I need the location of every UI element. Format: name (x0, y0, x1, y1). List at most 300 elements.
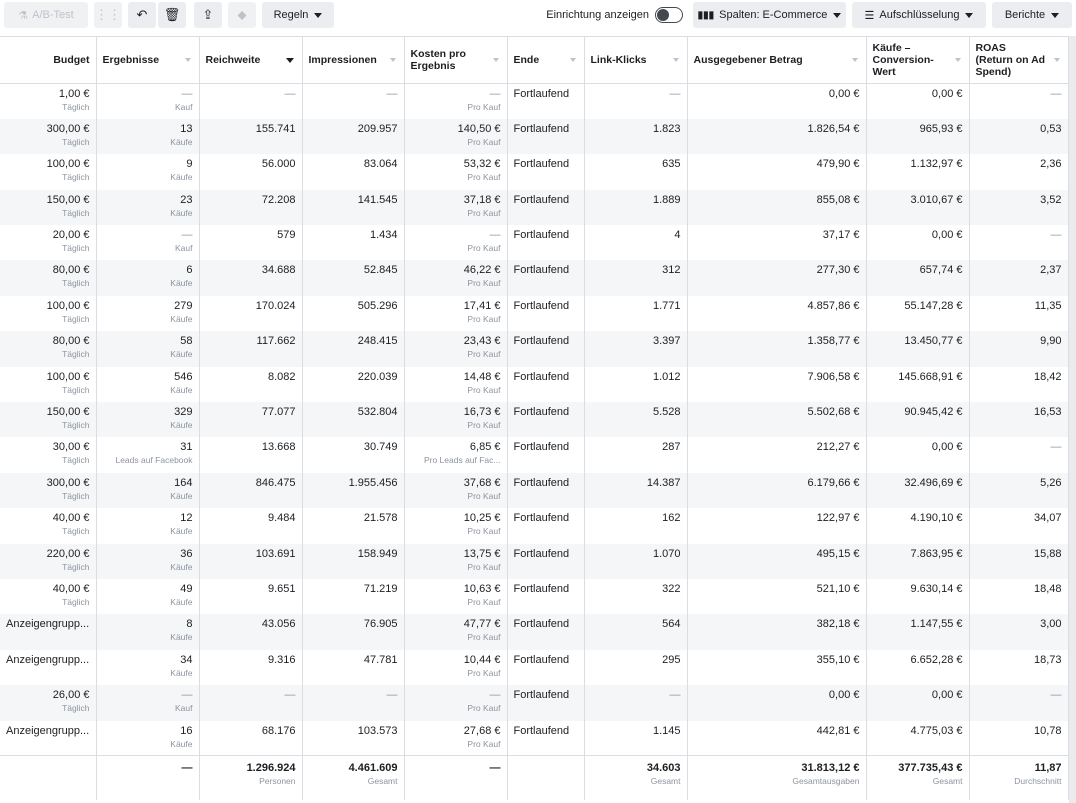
cell-reach (199, 579, 302, 614)
cpr-subtext: Pro Kauf (467, 172, 501, 183)
roas-value: — (1050, 441, 1062, 454)
show-setup-toggle[interactable] (655, 7, 683, 23)
cell-clicks (584, 614, 687, 649)
cell-budget (0, 579, 96, 614)
cell-budget (0, 296, 96, 331)
results-subtext: Käufe (170, 596, 193, 607)
results-value: 279 (174, 299, 193, 312)
table-row[interactable] (0, 402, 1068, 437)
spent-value: 4.857,86 € (807, 299, 860, 312)
cell-budget (0, 473, 96, 508)
total-clicks (584, 756, 687, 800)
total-roas (969, 756, 1068, 800)
budget-subtext: Täglich (62, 490, 90, 501)
results-value: 6 (186, 264, 193, 277)
table-row[interactable] (0, 84, 1068, 119)
reach-value: 34.688 (261, 264, 296, 277)
cell-spent (687, 331, 866, 366)
cell-reach (199, 225, 302, 260)
cell-end (507, 579, 584, 614)
cell-clicks (584, 473, 687, 508)
results-subtext: Kauf (175, 243, 193, 254)
columns-icon: ▮▮▮ (697, 9, 715, 21)
total-impressions-value: 4.461.609 (348, 762, 398, 775)
cpr-subtext: Pro Kauf (467, 384, 501, 395)
table-row[interactable] (0, 260, 1068, 295)
cpr-subtext: Pro Kauf (467, 703, 501, 714)
end-value: Fortlaufend (513, 193, 570, 206)
cell-conv (866, 84, 969, 119)
cell-conv (866, 508, 969, 543)
total-reach-subtext: Personen (259, 776, 296, 787)
cpr-value: 46,22 € (463, 264, 501, 277)
end-value: Fortlaufend (513, 406, 570, 419)
cpr-value: 10,63 € (463, 582, 501, 595)
cell-budget (0, 544, 96, 579)
impressions-value: 71.219 (363, 582, 398, 595)
cpr-subtext: Pro Kauf (467, 526, 501, 537)
cell-clicks (584, 331, 687, 366)
budget-subtext: Täglich (62, 243, 90, 254)
cell-cpr (404, 154, 507, 189)
cell-end (507, 190, 584, 225)
cell-end (507, 402, 584, 437)
cpr-value: 13,75 € (463, 547, 501, 560)
total-conv-value: 377.735,43 € (898, 762, 963, 775)
total-reach (199, 756, 302, 800)
budget-subtext: Täglich (62, 455, 90, 466)
results-subtext: Käufe (170, 667, 193, 678)
cell-spent (687, 650, 866, 685)
cell-impressions (302, 721, 404, 756)
cell-reach (199, 190, 302, 225)
cell-reach (199, 296, 302, 331)
end-value: Fortlaufend (513, 370, 570, 383)
show-setup-toggle-wrap (546, 7, 683, 23)
cell-budget (0, 685, 96, 720)
conv-value: 1.147,55 € (910, 618, 963, 631)
cell-conv (866, 119, 969, 154)
total-cpr-value: — (489, 762, 501, 775)
cell-cpr (404, 190, 507, 225)
cell-impressions (302, 402, 404, 437)
table-row[interactable] (0, 190, 1068, 225)
clicks-value: 1.823 (652, 122, 681, 135)
cell-cpr (404, 260, 507, 295)
cell-spent (687, 685, 866, 720)
clicks-value: 287 (662, 441, 681, 454)
reach-value: — (284, 88, 296, 100)
cell-roas (969, 508, 1068, 543)
cell-impressions (302, 579, 404, 614)
column-header-amount-spent[interactable]: Ausgegebener Betrag (687, 37, 866, 84)
cell-spent (687, 119, 866, 154)
reach-value: 43.056 (261, 618, 296, 631)
cell-spent (687, 579, 866, 614)
cell-cpr (404, 721, 507, 756)
cell-reach (199, 260, 302, 295)
chevron-down-icon (833, 13, 841, 18)
cell-clicks (584, 154, 687, 189)
cell-results (96, 84, 199, 119)
cpr-value: 37,18 € (463, 193, 501, 206)
cell-budget (0, 402, 96, 437)
cell-reach (199, 650, 302, 685)
cell-spent (687, 508, 866, 543)
cell-results (96, 544, 199, 579)
end-value: Fortlaufend (513, 724, 570, 737)
clicks-value: 162 (662, 512, 681, 525)
conv-value: 4.190,10 € (910, 512, 963, 525)
total-empty (507, 756, 584, 800)
cell-end (507, 437, 584, 472)
cell-reach (199, 437, 302, 472)
cpr-subtext: Pro Kauf (467, 313, 501, 324)
cell-end (507, 367, 584, 402)
chevron-down-icon (965, 13, 973, 18)
cell-conv (866, 331, 969, 366)
clicks-value: 322 (662, 582, 681, 595)
spent-value: 521,10 € (816, 582, 860, 595)
cell-clicks (584, 190, 687, 225)
cell-conv (866, 154, 969, 189)
conv-value: 32.496,69 € (904, 476, 963, 489)
cpr-subtext: Pro Kauf (467, 349, 501, 360)
roas-value: 2,36 (1040, 158, 1062, 171)
cell-spent (687, 721, 866, 756)
conv-value: 145.668,91 € (898, 370, 963, 383)
total-impressions-subtext: Gesamt (367, 776, 398, 787)
cell-reach (199, 402, 302, 437)
results-subtext: Kauf (175, 102, 193, 112)
cell-cpr (404, 437, 507, 472)
cell-spent (687, 260, 866, 295)
cell-reach (199, 685, 302, 720)
breakdown-icon: ☰ (864, 9, 875, 22)
cell-results (96, 154, 199, 189)
cell-results (96, 473, 199, 508)
cell-budget (0, 721, 96, 756)
conv-value: 657,74 € (919, 264, 963, 277)
cell-budget (0, 331, 96, 366)
results-subtext: Käufe (170, 420, 193, 431)
cell-end (507, 685, 584, 720)
cpr-subtext: Pro Kauf (467, 632, 501, 643)
conv-value: 7.863,95 € (910, 547, 963, 560)
roas-value: 9,90 (1040, 335, 1062, 348)
budget-subtext: Täglich (62, 526, 90, 537)
grid-icon[interactable]: ⋮⋮ (94, 2, 122, 28)
table-row[interactable] (0, 721, 1068, 756)
cell-impressions (302, 544, 404, 579)
budget-value: 150,00 € (46, 406, 90, 419)
reports-dropdown[interactable] (992, 2, 1072, 28)
cell-clicks (584, 260, 687, 295)
table-row[interactable] (0, 473, 1068, 508)
cpr-value: 47,77 € (463, 618, 501, 631)
cpr-value: 140,50 € (457, 122, 501, 135)
cell-end (507, 260, 584, 295)
cpr-subtext: Pro Kauf (467, 420, 501, 431)
column-header-reach[interactable]: Reichweite (199, 37, 302, 84)
reach-value: 170.024 (255, 299, 296, 312)
cell-spent (687, 402, 866, 437)
show-setup-label: Einrichtung anzeigen (546, 9, 649, 21)
flask-icon: ⚗ (18, 9, 29, 22)
spent-value: 479,90 € (816, 158, 860, 171)
results-subtext: Käufe (170, 207, 193, 218)
total-spent (687, 756, 866, 800)
results-value: 58 (180, 335, 193, 348)
spent-value: 37,17 € (822, 229, 860, 242)
results-table (0, 36, 1069, 800)
column-header-impressions[interactable]: Impressionen (302, 37, 404, 84)
cell-end (507, 296, 584, 331)
budget-value: 220,00 € (46, 547, 90, 560)
impressions-value: — (386, 88, 398, 100)
results-subtext: Käufe (170, 313, 193, 324)
column-header-roas[interactable]: ROAS (Return on Ad Spend) (969, 37, 1068, 84)
cell-impressions (302, 225, 404, 260)
cell-cpr (404, 579, 507, 614)
cpr-subtext: Pro Kauf (467, 136, 501, 147)
undo-icon[interactable]: ↶ (128, 2, 156, 28)
action-group (128, 2, 188, 28)
vertical-scrollbar[interactable] (1069, 36, 1076, 803)
cpr-value: 14,48 € (463, 370, 501, 383)
cell-end (507, 721, 584, 756)
roas-value: 10,78 (1033, 724, 1062, 737)
cell-clicks (584, 119, 687, 154)
cell-cpr (404, 84, 507, 119)
cpr-subtext: Pro Kauf (467, 102, 501, 112)
results-value: 164 (174, 476, 193, 489)
tag-icon[interactable]: ⬥ (228, 2, 256, 28)
cpr-subtext: Pro Kauf (467, 207, 501, 218)
cpr-subtext: Pro Kauf (467, 561, 501, 572)
roas-value: — (1050, 88, 1062, 100)
impressions-value: — (386, 689, 398, 702)
results-value: — (181, 689, 193, 702)
cell-spent (687, 84, 866, 119)
table-row[interactable] (0, 508, 1068, 543)
conv-value: 3.010,67 € (910, 193, 963, 206)
cell-impressions (302, 331, 404, 366)
cell-roas (969, 614, 1068, 649)
cpr-subtext: Pro Kauf (467, 243, 501, 254)
results-value: 36 (180, 547, 193, 560)
results-subtext: Kauf (175, 703, 193, 714)
conv-value: 90.945,42 € (904, 406, 963, 419)
spent-value: 277,30 € (816, 264, 860, 277)
breakdown-dropdown[interactable] (852, 2, 986, 28)
cell-conv (866, 260, 969, 295)
table-row[interactable] (0, 437, 1068, 472)
reach-value: 77.077 (261, 406, 296, 419)
cell-end (507, 650, 584, 685)
header-row (0, 37, 1068, 84)
cell-cpr (404, 685, 507, 720)
total-clicks-subtext: Gesamt (650, 776, 681, 787)
cell-clicks (584, 544, 687, 579)
cell-clicks (584, 685, 687, 720)
end-value: Fortlaufend (513, 653, 570, 666)
budget-value: 80,00 € (52, 264, 90, 277)
cell-roas (969, 296, 1068, 331)
clicks-value: 4 (674, 229, 681, 242)
impressions-value: 47.781 (363, 653, 398, 666)
end-value: Fortlaufend (513, 441, 570, 454)
cell-roas (969, 84, 1068, 119)
budget-subtext: Täglich (62, 207, 90, 218)
results-subtext: Käufe (170, 490, 193, 501)
table-row[interactable] (0, 119, 1068, 154)
breakdown-label: Aufschlüsselung (879, 9, 960, 21)
budget-value: 30,00 € (52, 441, 90, 454)
reach-value: 68.176 (261, 724, 296, 737)
results-value: 31 (180, 441, 193, 454)
cell-impressions (302, 685, 404, 720)
total-results-value: — (181, 762, 193, 775)
cell-conv (866, 650, 969, 685)
cell-impressions (302, 296, 404, 331)
cell-conv (866, 190, 969, 225)
budget-value: 40,00 € (52, 512, 90, 525)
clicks-value: — (669, 88, 681, 100)
budget-value: 150,00 € (46, 193, 90, 206)
impressions-value: 1.434 (369, 229, 398, 242)
table-row[interactable] (0, 614, 1068, 649)
cpr-value: 10,44 € (463, 653, 501, 666)
cell-results (96, 650, 199, 685)
reach-value: 579 (277, 229, 296, 242)
impressions-value: 220.039 (357, 370, 398, 383)
columns-dropdown[interactable] (693, 2, 846, 28)
column-header-results[interactable]: Ergebnisse (96, 37, 199, 84)
clicks-value: 1.070 (652, 547, 681, 560)
cell-roas (969, 119, 1068, 154)
table-row[interactable] (0, 579, 1068, 614)
cell-results (96, 260, 199, 295)
results-value: — (181, 229, 193, 242)
table-row[interactable] (0, 544, 1068, 579)
conv-value: 965,93 € (919, 122, 963, 135)
cell-roas (969, 367, 1068, 402)
cell-impressions (302, 650, 404, 685)
roas-value: — (1050, 229, 1062, 242)
table-row[interactable] (0, 154, 1068, 189)
sort-icon (570, 58, 576, 62)
column-header-link-clicks[interactable]: Link-Klicks (584, 37, 687, 84)
end-value: Fortlaufend (513, 88, 570, 100)
toolbar (0, 0, 1076, 30)
cell-impressions (302, 437, 404, 472)
table-row[interactable] (0, 685, 1068, 720)
table-row[interactable] (0, 225, 1068, 260)
results-subtext: Käufe (170, 349, 193, 360)
reach-value: 9.316 (267, 653, 296, 666)
results-value: 49 (180, 582, 193, 595)
cpr-subtext: Pro Kauf (467, 278, 501, 289)
budget-subtext: Täglich (62, 384, 90, 395)
cell-reach (199, 331, 302, 366)
budget-subtext: Täglich (62, 596, 90, 607)
total-empty (0, 756, 96, 800)
clicks-value: 1.145 (652, 724, 681, 737)
total-spent-subtext: Gesamtausgaben (792, 776, 860, 787)
cell-cpr (404, 508, 507, 543)
end-value: Fortlaufend (513, 547, 570, 560)
cell-conv (866, 544, 969, 579)
cell-budget (0, 437, 96, 472)
cell-spent (687, 473, 866, 508)
reach-value: — (284, 689, 296, 702)
column-header-cost-per-result[interactable]: Kosten pro Ergebnis (404, 37, 507, 84)
spent-value: 122,97 € (816, 512, 860, 525)
results-subtext: Käufe (170, 384, 193, 395)
cell-roas (969, 721, 1068, 756)
roas-value: 0,53 (1040, 122, 1062, 135)
cell-end (507, 119, 584, 154)
ab-test-button[interactable] (4, 2, 88, 28)
results-value: 13 (180, 122, 193, 135)
rules-dropdown[interactable] (262, 2, 334, 28)
cell-budget (0, 225, 96, 260)
table-row[interactable] (0, 367, 1068, 402)
table-row[interactable] (0, 331, 1068, 366)
budget-value: Anzeigengrupp... (6, 653, 90, 666)
cell-clicks (584, 367, 687, 402)
column-header-budget[interactable]: Budget (0, 37, 96, 84)
impressions-value: 158.949 (357, 547, 398, 560)
budget-value: 26,00 € (52, 689, 90, 702)
cpr-value: 23,43 € (463, 335, 501, 348)
end-value: Fortlaufend (513, 582, 570, 595)
cell-reach (199, 473, 302, 508)
end-value: Fortlaufend (513, 689, 570, 702)
cell-roas (969, 402, 1068, 437)
total-results (96, 756, 199, 800)
total-roas-subtext: Durchschnitt (1014, 776, 1062, 787)
cell-conv (866, 473, 969, 508)
export-icon[interactable]: ⇪ (194, 2, 222, 28)
conv-value: 4.775,03 € (910, 724, 963, 737)
table-row[interactable] (0, 296, 1068, 331)
total-impressions (302, 756, 404, 800)
conv-value: 13.450,77 € (904, 335, 963, 348)
cpr-value: 53,32 € (463, 158, 501, 171)
table-row[interactable] (0, 650, 1068, 685)
delete-icon[interactable]: 🗑 (158, 2, 186, 28)
column-header-end[interactable]: Ende (507, 37, 584, 84)
column-header-conversion-value[interactable]: Käufe – Conversion-Wert (866, 37, 969, 84)
results-subtext: Leads auf Facebook (115, 455, 193, 466)
conv-value: 6.652,28 € (910, 653, 963, 666)
cell-cpr (404, 331, 507, 366)
cell-budget (0, 650, 96, 685)
table-body (0, 84, 1068, 800)
clicks-value: 1.771 (652, 299, 681, 312)
impressions-value: 532.804 (357, 406, 398, 419)
roas-value: 3,52 (1040, 193, 1062, 206)
cell-reach (199, 119, 302, 154)
cell-end (507, 331, 584, 366)
roas-value: 11,35 (1034, 299, 1062, 312)
cpr-value: 27,68 € (463, 724, 501, 737)
cpr-value: 10,25 € (463, 512, 501, 525)
cell-cpr (404, 614, 507, 649)
results-value: 8 (186, 618, 193, 631)
